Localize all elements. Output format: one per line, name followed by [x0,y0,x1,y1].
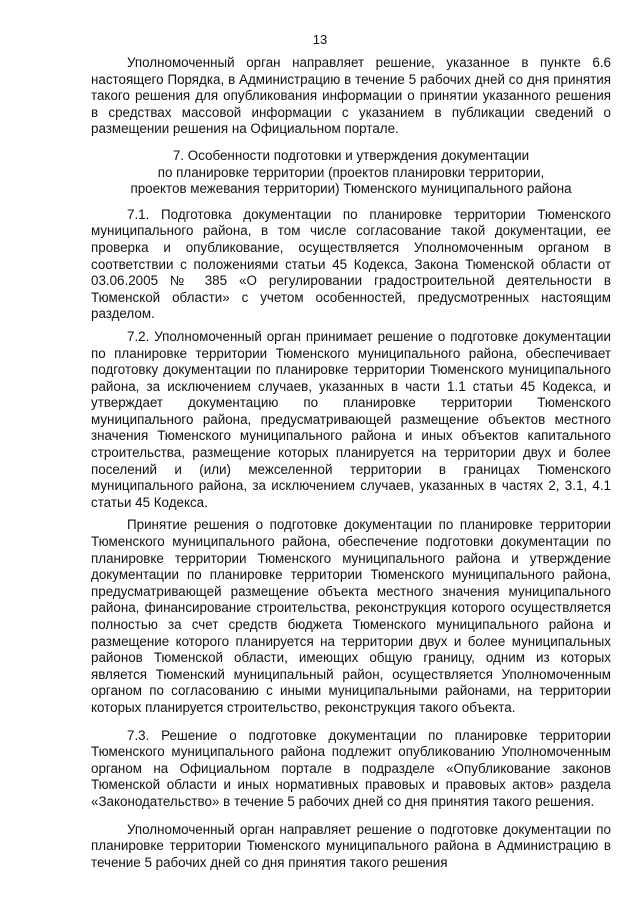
paragraph-7-2-continued: Принятие решения о подготовке документации по планировке территории Тюменского муниципального района, обеспечение подготовки документации по планировке территории Тюменского муниципального района и утверждение документации по планировке территории Тюменского муниципального района, предусматривающей размещение объекта местного значения муниципального района, финансирование строительства, реконструкция которого осуществляется полностью за счет средств бюджета Тюменского муниципального района и размещение которого планируется на территории двух и более муниципальных районов Тюменской области, имеющих общую границу, одним из которых является Тюменский муниципальный район, осуществляется Уполномоченным органом по согласованию с иными муниципальными районами, на территории которых планируется строительство, реконструкция такого объекта. [91,517,611,715]
section-heading [91,148,611,198]
paragraph-7-3-continued: Уполномоченный орган направляет решение о подготовке документации по планировке территории Тюменского муниципального района в Администрацию в течение 5 рабочих дней со дня принятия такого решения [91,821,611,870]
paragraph-7-1: 7.1. Подготовка документации по планировке территории Тюменского муниципального района, в том числе согласование такой документации, ее проверка и опубликование, осуществляется Уполномоченным органом в соответствии с положениями статьи 45 Кодекса, Закона Тюменской области от 03.06.2005 № 385 «О регулировании градостроительной деятельности в Тюменской области» с учетом особенностей, предусмотренных настоящим разделом. [91,206,611,322]
section-heading-line-3: проектов межевания территории) Тюменского муниципального района [130,181,572,197]
paragraph-7-2: 7.2. Уполномоченный орган принимает решение о подготовке документации по планировке территории Тюменского муниципального района, обеспечивает подготовку документации по планировке территории Тюменского муниципального района, за исключением случаев, указанных в части 1.1 статьи 45 Кодекса, и утверждает документацию по планировке территории Тюменского муниципального района, предусматривающей размещение объектов местного значения Тюменского муниципального района и иных объектов капитального строительства, размещение которых планируется на территории двух и более поселений и (или) межселенной территории в границах Тюменского муниципального района, за исключением случаев, указанных в частях 2, 3.1, 4.1 статьи 45 Кодекса. [91,328,611,510]
page-number: 13 [312,32,328,47]
paragraph-7-3: 7.3. Решение о подготовке документации по планировке территории Тюменского муниципального района подлежит опубликованию Уполномоченным органом на Официальном портале в подразделе «Опубликование законов Тюменской области и иных нормативных правовых и правовых актов» раздела «Законодательство» в течение 5 рабочих дней со дня принятия такого решения. [91,727,611,809]
document-body [91,55,611,877]
section-heading-line-1: 7. Особенности подготовки и утверждения документации [172,147,530,163]
section-heading-line-2: по планировке территории (проектов планировки территории, [157,164,545,180]
intro-paragraph: Уполномоченный орган направляет решение, указанное в пункте 6.6 настоящего Порядка, в Администрацию в течение 5 рабочих дней со дня принятия такого решения для опубликования информации о принятии указанного решения в средствах массовой информации с указанием в публикации сведений о размещении решения на Официальном портале. [91,55,611,137]
